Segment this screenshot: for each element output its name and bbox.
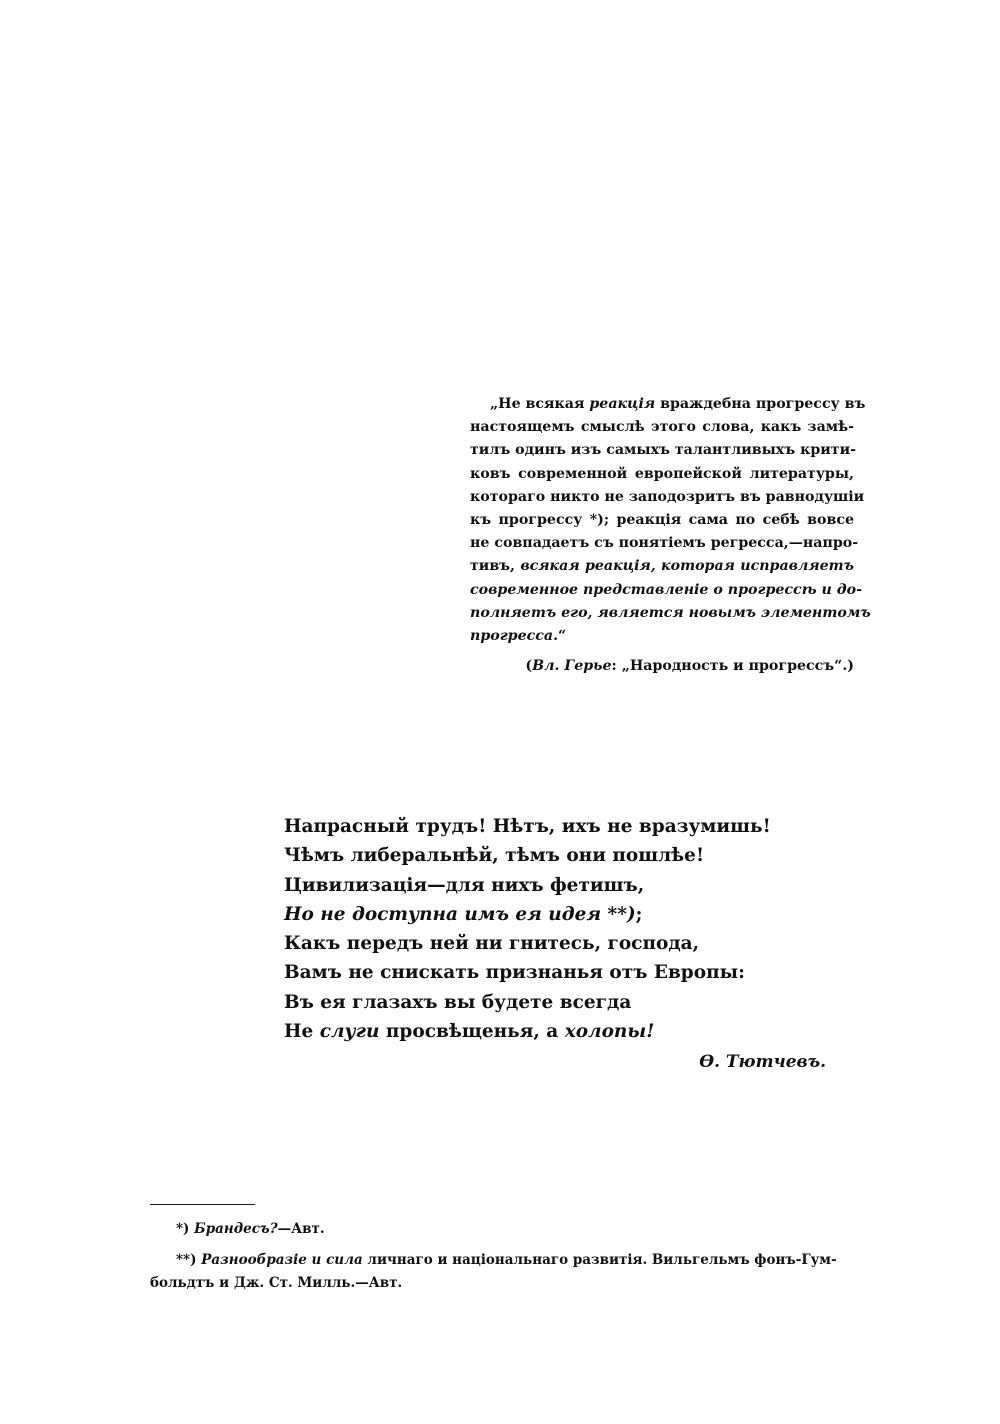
attribution-title: : „Народность и прогрессъ“. (611, 658, 848, 675)
epigraph-line: настоящемъ смыслѣ этого слова, какъ замѣ- (470, 419, 854, 436)
poem-verse: Вамъ не снискать признанья отъ Европы: (284, 962, 745, 984)
epigraph-line: „Не всякая реакція враждебна прогрессу въ (490, 396, 866, 412)
attribution-author: Вл. Герье (532, 658, 612, 675)
footnote-1: *) Брандесъ?—Авт. (176, 1221, 325, 1237)
epigraph-line: прогресса.“ (470, 628, 567, 645)
poem-author: Ѳ. Тютчевъ. (699, 1052, 826, 1073)
footnote-2: **) Разнообразіе и сила личнаго и національнаго развитія. Вильгельмъ фонъ-Гум- (176, 1252, 837, 1268)
footnote-divider (150, 1204, 255, 1205)
epigraph-line: не совпадаетъ съ понятіемъ регресса,—напро- (470, 535, 859, 552)
poem-verse: Не слуги просвѣщенья, а холопы! (284, 1021, 655, 1043)
epigraph-line: котораго никто не заподозритъ въ равнодушіи (470, 488, 865, 505)
poem-verse: Какъ передъ ней ни гнитесь, господа, (284, 933, 700, 955)
poem-verse: Цивилизація—для нихъ фетишъ, (284, 874, 645, 896)
poem-verse: Напрасный трудъ! Нѣтъ, ихъ не вразумишь! (284, 816, 771, 837)
epigraph-line: къ прогрессу *); реакція сама по себѣ вовсе (470, 512, 854, 529)
poem (284, 812, 844, 1078)
epigraph-line: тилъ одинъ изъ самыхъ талантливыхъ крити- (470, 442, 856, 459)
poem-verse: Въ ея глазахъ вы будете всегда (284, 991, 632, 1013)
epigraph (470, 393, 871, 678)
poem-verse: Чѣмъ либеральнѣй, тѣмъ они пошлѣе! (284, 845, 705, 867)
epigraph-line: полняетъ его, является новымъ элементомъ (470, 604, 871, 621)
epigraph-line: тивъ, всякая реакція, которая исправляетъ (470, 558, 854, 575)
footnote-2-continuation: больдтъ и Дж. Ст. Милль.—Авт. (150, 1275, 403, 1291)
footnotes (150, 1218, 850, 1295)
epigraph-attribution: (Вл. Герье: „Народность и прогрессъ“.) (525, 658, 854, 675)
epigraph-line: современное представленіе о прогрессѣ и до- (470, 581, 862, 598)
poem-verse: Но не доступна имъ ея идея **); (284, 903, 643, 925)
epigraph-line: ковъ современной европейской литературы, (470, 465, 854, 482)
